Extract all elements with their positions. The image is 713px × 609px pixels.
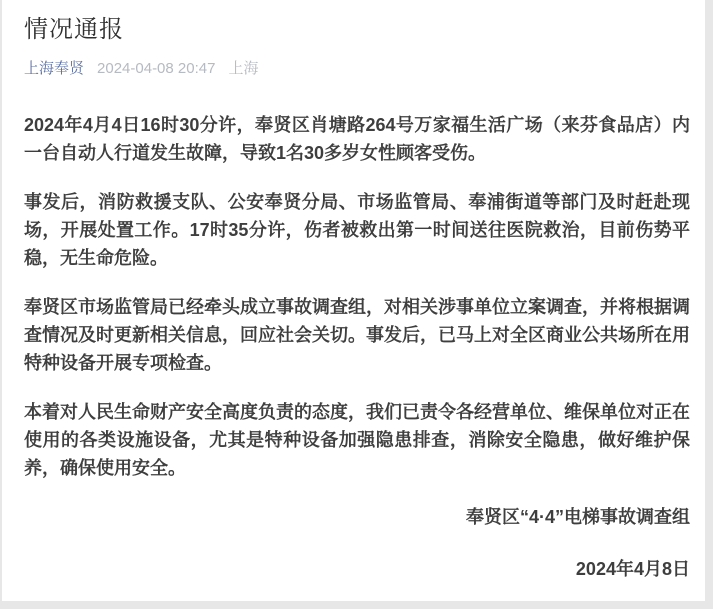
publish-location: 上海 — [228, 60, 259, 77]
article-body — [24, 111, 690, 482]
publisher-source-link[interactable]: 上海奉贤 — [24, 60, 85, 77]
report-date: 2024年4月8日 — [575, 559, 690, 579]
signature-investigation-group: 奉贤区“4·4”电梯事故调查组 — [465, 507, 690, 527]
paragraph-response: 事发后，消防救援支队、公安奉贤分局、市场监管局、奉浦街道等部门及时赶赴现场，开展处置工作。17时35分许，伤者被救出第一时间送往医院救治，目前伤势平稳，无生命危险。 — [24, 192, 690, 268]
paragraph-incident: 2024年4月4日16时30分许，奉贤区肖塘路264号万家福生活广场（来芬食品店）内一台自动人行道发生故障，导致1名30多岁女性顾客受伤。 — [24, 115, 690, 163]
article-title: 情况通报 — [24, 16, 124, 43]
publish-datetime: 2024-04-08 20:47 — [97, 60, 216, 77]
article-card — [2, 0, 705, 601]
article-meta — [24, 59, 690, 79]
paragraph-safety-measures: 本着对人民生命财产安全高度负责的态度，我们已责令各经营单位、维保单位对正在使用的各类设施设备，尤其是特种设备加强隐患排查，消除安全隐患，做好维护保养，确保使用安全。 — [24, 402, 690, 478]
paragraph-investigation: 奉贤区市场监管局已经牵头成立事故调查组，对相关涉事单位立案调查，并将根据调查情况及时更新相关信息，回应社会关切。事发后，已马上对全区商业公共场所在用特种设备开展专项检查。 — [24, 297, 690, 373]
